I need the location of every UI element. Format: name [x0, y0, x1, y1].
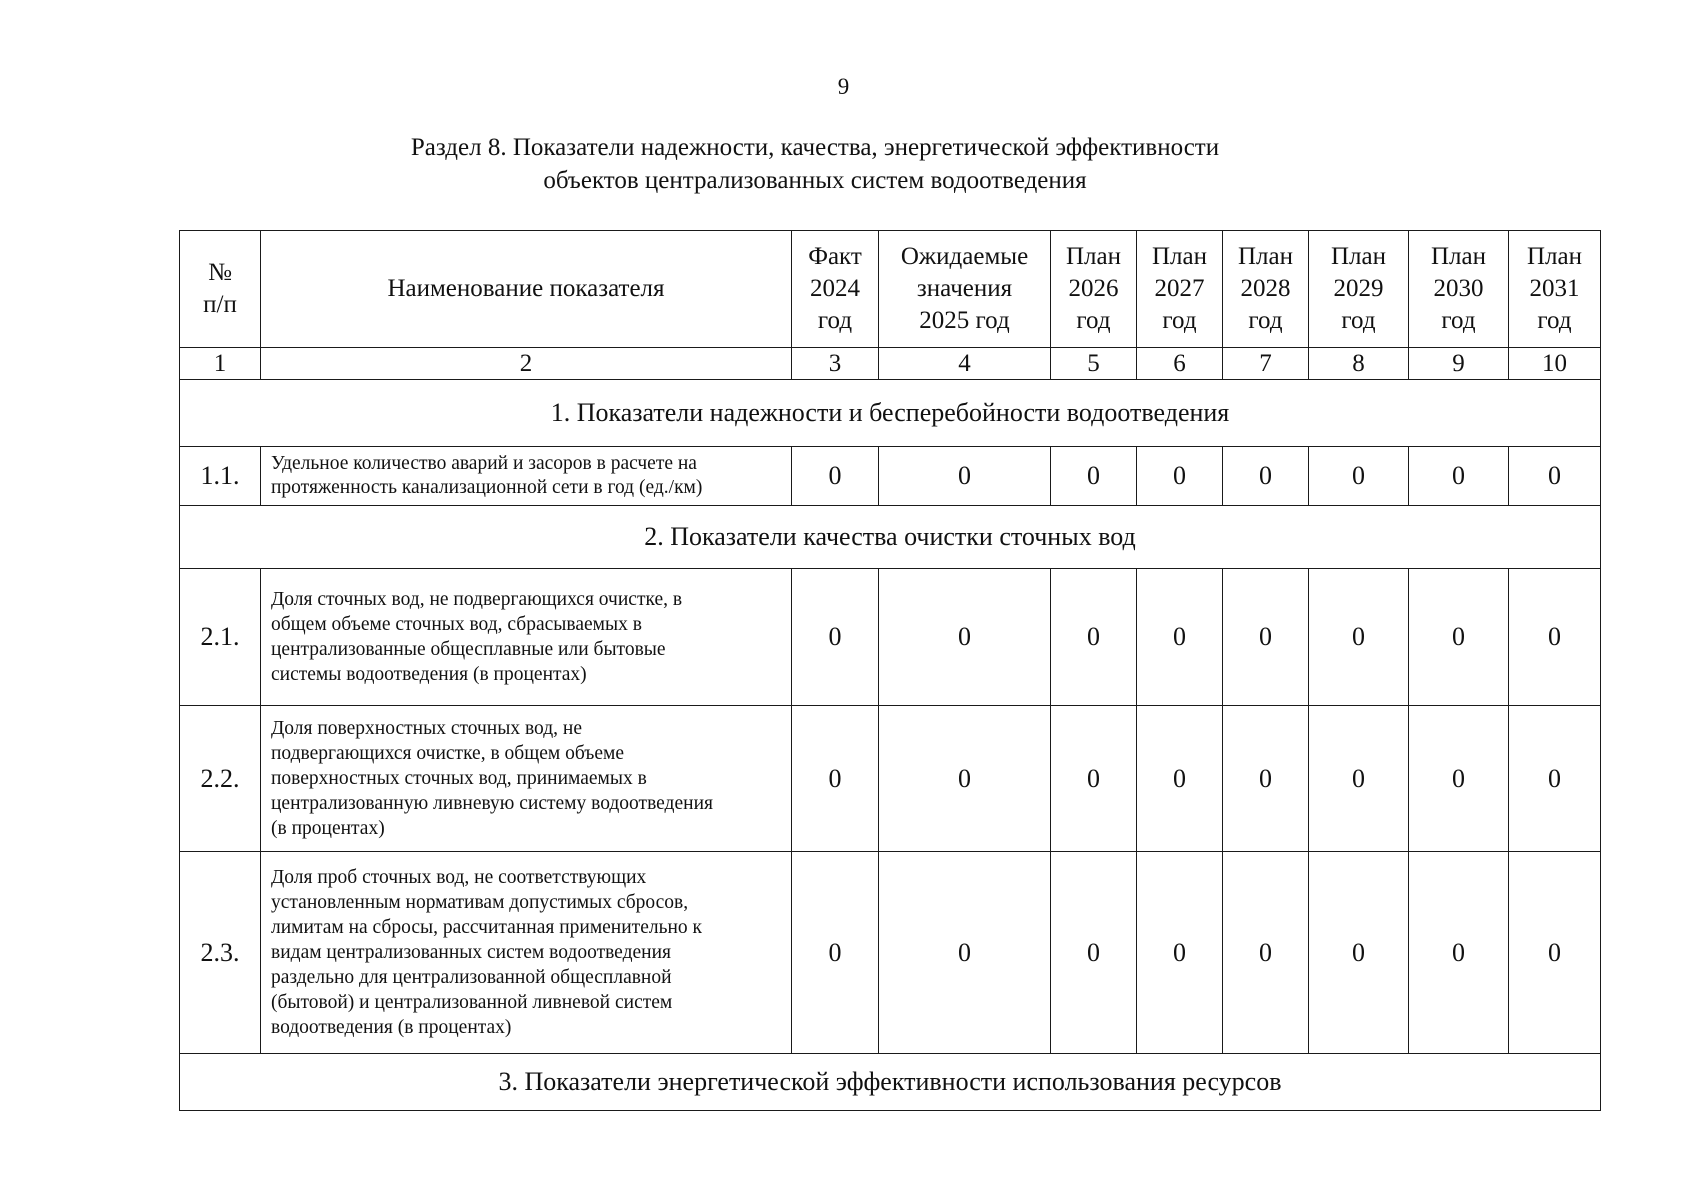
- indicator-name-line: (в процентах): [271, 818, 385, 839]
- value-cell: 0: [1223, 447, 1309, 506]
- group-title: 1. Показатели надежности и бесперебойности водоотведения: [180, 380, 1601, 447]
- header-plan-2027: [1137, 231, 1223, 348]
- value-cell: 0: [1409, 447, 1509, 506]
- column-number: 3: [792, 348, 879, 380]
- value-cell: 0: [1223, 852, 1309, 1054]
- table-row: [180, 706, 1601, 852]
- indicator-name-line: водоотведения (в процентах): [271, 1017, 512, 1038]
- indicator-name-line: Доля проб сточных вод, не соответствующих: [271, 867, 647, 888]
- page-number: 9: [837, 74, 850, 99]
- value-cell: 0: [879, 447, 1051, 506]
- header-num: [180, 231, 261, 348]
- row-number: 2.2.: [180, 706, 261, 852]
- table-row: [180, 447, 1601, 506]
- table-row: [180, 852, 1601, 1054]
- header-plan-line: План: [1330, 243, 1386, 270]
- indicator-name-line: централизованную ливневую систему водоотведения: [271, 793, 713, 814]
- value-cell: 0: [1137, 706, 1223, 852]
- indicator-name: [261, 706, 792, 852]
- value-cell: 0: [1137, 447, 1223, 506]
- header-plan-line: 2027: [1154, 275, 1205, 302]
- indicator-name-line: (бытовой) и централизованной ливневой систем: [271, 992, 673, 1013]
- section-title: [0, 131, 1630, 197]
- header-expected-line: значения: [916, 275, 1013, 302]
- row-number: 2.1.: [180, 569, 261, 706]
- indicator-name: [261, 447, 792, 506]
- header-plan-line: 2031: [1529, 275, 1580, 302]
- column-number: 7: [1223, 348, 1309, 380]
- column-number: 1: [180, 348, 261, 380]
- indicator-name-line: раздельно для централизованной общесплавной: [271, 967, 672, 988]
- value-cell: 0: [1309, 447, 1409, 506]
- value-cell: 0: [1509, 447, 1601, 506]
- header-plan-2028: [1223, 231, 1309, 348]
- value-cell: 0: [1509, 852, 1601, 1054]
- header-fact-line: Факт: [808, 243, 862, 270]
- value-cell: 0: [1309, 569, 1409, 706]
- value-cell: 0: [792, 447, 879, 506]
- column-number: 4: [879, 348, 1051, 380]
- column-number: 10: [1509, 348, 1601, 380]
- value-cell: 0: [1137, 569, 1223, 706]
- value-cell: 0: [1309, 706, 1409, 852]
- column-number: 8: [1309, 348, 1409, 380]
- group-header-row: [180, 380, 1601, 447]
- indicator-name-line: видам централизованных систем водоотведения: [271, 942, 671, 963]
- group-title: 3. Показатели энергетической эффективности использования ресурсов: [180, 1054, 1601, 1111]
- value-cell: 0: [1223, 569, 1309, 706]
- section-title-line-2: объектов централизованных систем водоотведения: [543, 167, 1087, 194]
- indicator-name: [261, 569, 792, 706]
- value-cell: 0: [879, 706, 1051, 852]
- section-title-line-1: Раздел 8. Показатели надежности, качества, энергетической эффективности: [410, 134, 1220, 161]
- header-plan-line: год: [1162, 307, 1197, 334]
- indicator-name-line: подвергающихся очистке, в общем объеме: [271, 743, 625, 764]
- value-cell: 0: [1051, 447, 1137, 506]
- header-fact: [792, 231, 879, 348]
- header-plan-line: 2029: [1333, 275, 1384, 302]
- header-plan-line: 2028: [1240, 275, 1291, 302]
- header-plan-line: План: [1151, 243, 1207, 270]
- value-cell: 0: [1051, 706, 1137, 852]
- header-num-line: №: [208, 259, 232, 286]
- value-cell: 0: [1309, 852, 1409, 1054]
- value-cell: 0: [1509, 706, 1601, 852]
- header-fact-line: 2024: [810, 275, 860, 302]
- header-expected-line: 2025 год: [919, 307, 1010, 334]
- header-plan-2026: [1051, 231, 1137, 348]
- header-plan-line: год: [1076, 307, 1111, 334]
- header-plan-2029: [1309, 231, 1409, 348]
- group-title: 2. Показатели качества очистки сточных вод: [180, 506, 1601, 569]
- indicator-name: [261, 852, 792, 1054]
- header-plan-line: План: [1430, 243, 1486, 270]
- column-number: 6: [1137, 348, 1223, 380]
- indicator-name-line: Удельное количество аварий и засоров в расчете на: [271, 453, 697, 474]
- value-cell: 0: [1509, 569, 1601, 706]
- header-plan-line: План: [1065, 243, 1121, 270]
- row-number: 1.1.: [180, 447, 261, 506]
- value-cell: 0: [1137, 852, 1223, 1054]
- header-plan-line: План: [1526, 243, 1582, 270]
- header-expected-line: Ожидаемые: [900, 243, 1029, 270]
- column-number: 5: [1051, 348, 1137, 380]
- header-plan-line: 2026: [1068, 275, 1119, 302]
- indicators-table: [179, 230, 1601, 1111]
- header-fact-line: год: [817, 307, 853, 334]
- value-cell: 0: [879, 569, 1051, 706]
- table-row: [180, 569, 1601, 706]
- header-plan-line: год: [1248, 307, 1283, 334]
- value-cell: 0: [1409, 569, 1509, 706]
- header-plan-line: 2030: [1433, 275, 1484, 302]
- indicator-name-line: общем объеме сточных вод, сбрасываемых в: [271, 614, 642, 635]
- value-cell: 0: [792, 706, 879, 852]
- value-cell: 0: [1409, 706, 1509, 852]
- value-cell: 0: [1051, 569, 1137, 706]
- header-plan-line: План: [1237, 243, 1293, 270]
- indicator-name-line: Доля поверхностных сточных вод, не: [271, 718, 582, 739]
- group-header-row: [180, 1054, 1601, 1111]
- indicator-name-line: установленным нормативам допустимых сбросов,: [271, 892, 689, 913]
- value-cell: 0: [792, 569, 879, 706]
- value-cell: 0: [879, 852, 1051, 1054]
- value-cell: 0: [792, 852, 879, 1054]
- indicator-name-line: поверхностных сточных вод, принимаемых в: [271, 768, 647, 789]
- header-plan-2030: [1409, 231, 1509, 348]
- value-cell: 0: [1051, 852, 1137, 1054]
- header-plan-line: год: [1537, 307, 1572, 334]
- indicator-name-line: системы водоотведения (в процентах): [271, 664, 587, 685]
- header-plan-2031: [1509, 231, 1601, 348]
- header-plan-line: год: [1341, 307, 1376, 334]
- column-number: 9: [1409, 348, 1509, 380]
- indicator-name-line: централизованные общесплавные или бытовые: [271, 639, 666, 660]
- group-header-row: [180, 506, 1601, 569]
- row-number: 2.3.: [180, 852, 261, 1054]
- indicator-name-line: лимитам на сбросы, рассчитанная применительно к: [271, 917, 703, 938]
- indicator-name-line: протяженность канализационной сети в год (ед./км): [271, 477, 703, 498]
- column-numbers-row: [180, 348, 1601, 380]
- header-row: [180, 231, 1601, 348]
- header-num-line: п/п: [203, 291, 237, 318]
- header-expected: [879, 231, 1051, 348]
- header-plan-line: год: [1441, 307, 1476, 334]
- header-name: Наименование показателя: [261, 231, 792, 348]
- value-cell: 0: [1409, 852, 1509, 1054]
- column-number: 2: [261, 348, 792, 380]
- value-cell: 0: [1223, 706, 1309, 852]
- indicator-name-line: Доля сточных вод, не подвергающихся очистке, в: [271, 589, 683, 610]
